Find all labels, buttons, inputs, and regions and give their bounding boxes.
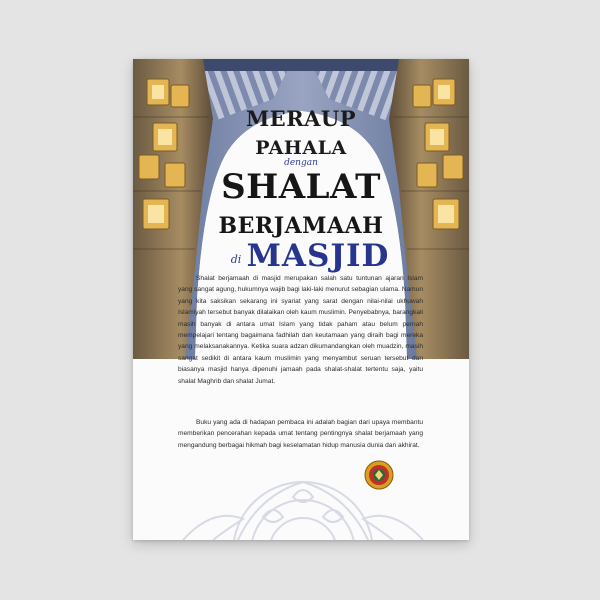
title-prefix-di: di (230, 253, 242, 266)
title-line-meraup: MERAUP (245, 106, 357, 131)
floral-ornament (153, 457, 453, 540)
title-line-berjamaah: BERJAMAAH (218, 213, 384, 239)
title-line-masjid: MASJID (246, 238, 390, 274)
synopsis-paragraph-2: Buku yang ada di hadapan pembaca ini adalah bagian dari upaya membantu memberikan pencerahan kepada umat tentang pentingnya shalat berjamaah yang mengandung berbagai hikmah bagi keselamatan hidup manusia dunia dan akhirat. (178, 419, 423, 449)
book-back-cover (133, 59, 469, 540)
publisher-logo-icon (364, 460, 394, 490)
title-connector-dengan: dengan (284, 158, 318, 168)
title-line-pahala: PAHALA (255, 137, 347, 159)
title-line-shalat: SHALAT (221, 167, 381, 207)
synopsis-paragraph-1: Shalat berjamaah di masjid merupakan salah satu tuntunan ajaran Islam yang sangat agung, hukumnya wajib bagi laki-laki menurut sebagian ulama. Namun yang kita saksikan sekarang ini syariat yang sarat dengan nilai-nilai ukhuwah Islamiyah tersebut banyak dilalaikan oleh kaum muslimin. Penyebabnya, barangkali masih banyak di antara umat Islam yang tidak paham atau belum pernah mempelajari tentang bagaimana fadhilah dan keutamaan yang diraih bagi mereka yang melaksanakannya. Ketika suara adzan dikumandangkan oleh muadzin, masih sangat sedikit di antara kaum muslimin yang menyambut seruan tersebut dan biasanya masjid hanya dipenuhi jamaah pada shalat-shalat tertentu saja, yaitu shalat Maghrib dan shalat Jumat. (178, 275, 423, 385)
